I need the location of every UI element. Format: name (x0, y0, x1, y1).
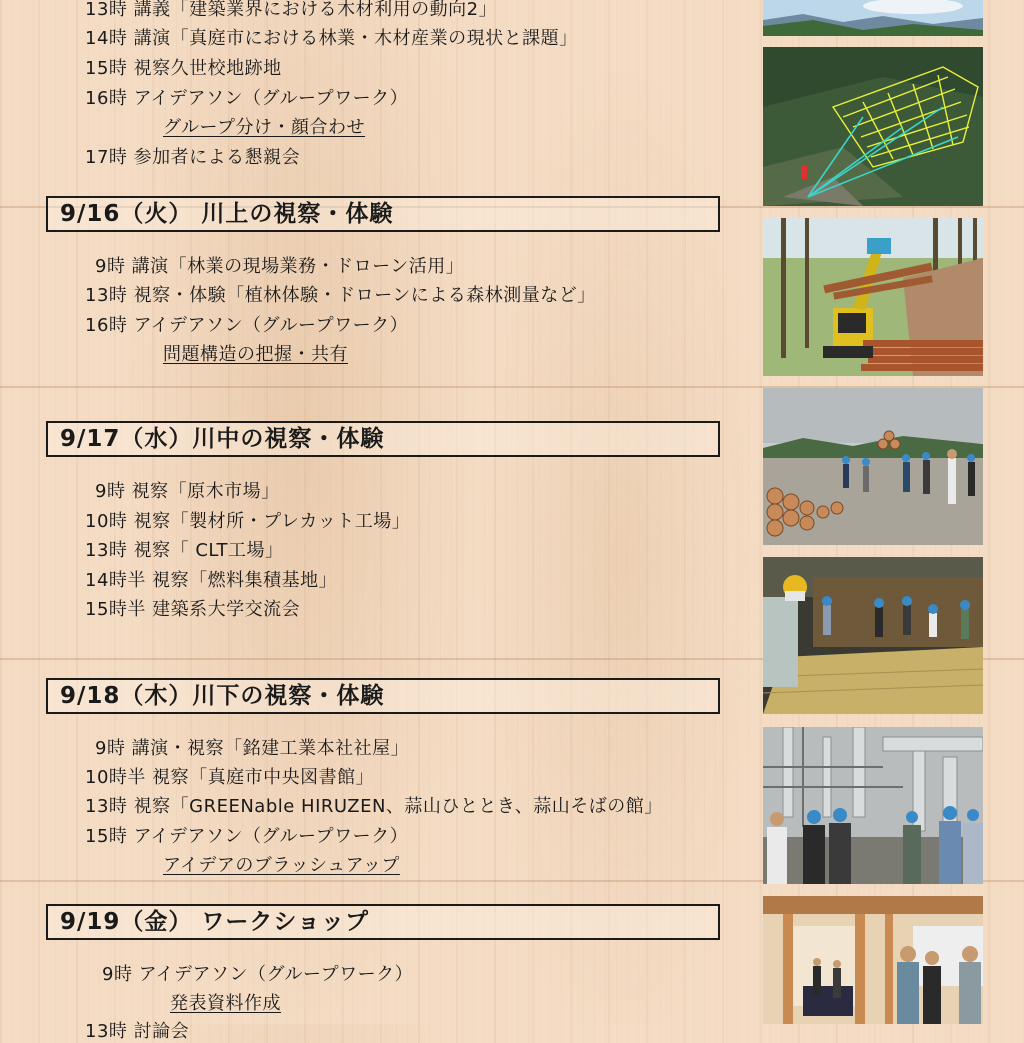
drone-survey-map-image (763, 47, 983, 206)
schedule-item: 15時 視察久世校地跡地 (85, 58, 282, 79)
schedule-item: 16時 アイデアソン（グループワーク） (85, 88, 409, 109)
schedule-item: 13時 視察・体験「植林体験・ドローンによる森林測量など」 (85, 285, 596, 306)
schedule-item: 10時半 視察「真庭市中央図書館」 (85, 767, 375, 788)
mountain-landscape-photo (763, 0, 983, 36)
clt-factory-photo (763, 557, 983, 714)
schedule-item: 14時 講演「真庭市における林業・木材産業の現状と課題」 (85, 28, 578, 49)
schedule-item: 13時 討論会 (85, 1021, 190, 1042)
schedule-item: 9時 視察「原木市場」 (95, 481, 280, 502)
day-header-0917: 9/17（水）川中の視察・体験 (46, 421, 720, 457)
schedule-item: 16時 アイデアソン（グループワーク） (85, 315, 409, 336)
forestry-machine-photo (763, 218, 983, 376)
schedule-item: 9時 講演・視察「銘建工業本社社屋」 (95, 738, 410, 759)
schedule-subitem: 発表資料作成 (170, 993, 281, 1014)
schedule-item: 17時 参加者による懇親会 (85, 147, 301, 168)
schedule-subitem: グループ分け・顔合わせ (163, 117, 366, 138)
schedule-subitem: アイデアのブラッシュアップ (163, 855, 400, 876)
schedule-item: 13時 視察「 CLT工場」 (85, 540, 284, 561)
schedule-item: 9時 アイデアソン（グループワーク） (102, 964, 414, 985)
day-header-0918: 9/18（木）川下の視察・体験 (46, 678, 720, 714)
wooden-interior-photo (763, 896, 983, 1024)
factory-tour-photo (763, 727, 983, 884)
schedule-item: 9時 講演「林業の現場業務・ドローン活用」 (95, 256, 465, 277)
schedule-item: 13時 講義「建築業界における木材利用の動向2」 (85, 0, 498, 20)
day-header-0919: 9/19（金） ワークショップ (46, 904, 720, 940)
schedule-subitem: 問題構造の把握・共有 (163, 344, 348, 365)
log-market-photo (763, 388, 983, 545)
day-header-0916: 9/16（火） 川上の視察・体験 (46, 196, 720, 232)
schedule-item: 15時 アイデアソン（グループワーク） (85, 826, 409, 847)
schedule-item: 15時半 建築系大学交流会 (85, 599, 301, 620)
schedule-item: 13時 視察「GREENable HIRUZEN、蒜山ひととき、蒜山そばの館」 (85, 796, 663, 817)
schedule-item: 14時半 視察「燃料集積基地」 (85, 570, 338, 591)
schedule-item: 10時 視察「製材所・プレカット工場」 (85, 511, 411, 532)
